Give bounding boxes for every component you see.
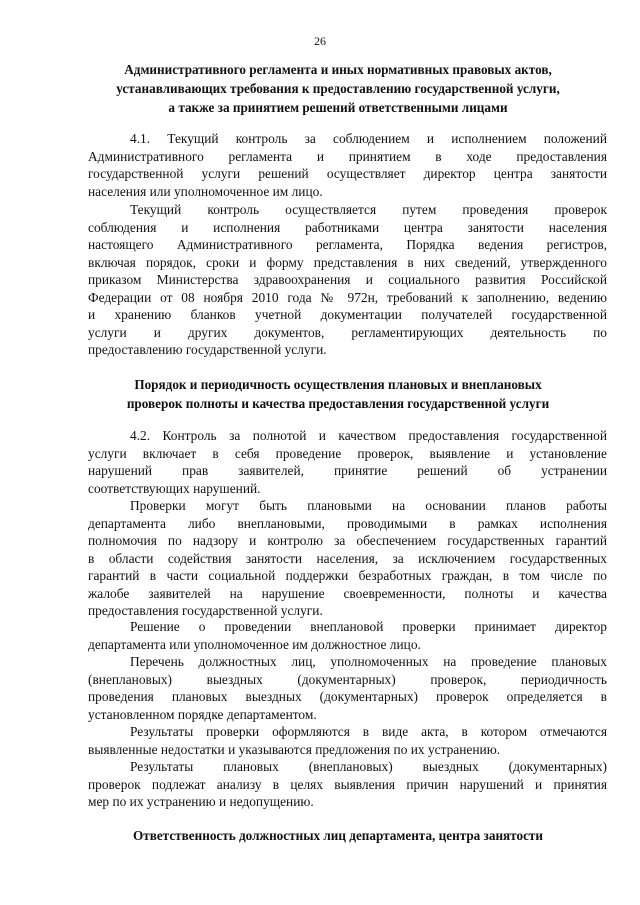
heading-line: устанавливающих требования к предоставлению государственной услуги,: [116, 81, 560, 96]
heading-line: Порядок и периодичность осуществления плановых и внеплановых: [134, 377, 542, 392]
paragraph-line: департамента либо внеплановыми, проводимыми в рамках исполнения: [88, 515, 607, 531]
paragraph-line: мер по их устранению и недопущению.: [88, 794, 314, 809]
paragraph-current-control: [88, 201, 607, 359]
paragraph-authorized-officials: [88, 653, 607, 723]
section-heading-inspections: [88, 375, 588, 413]
paragraph-line: предоставления государственной услуги.: [88, 603, 323, 618]
paragraph-line: 4.1. Текущий контроль за соблюдением и исполнением положений: [130, 131, 607, 146]
paragraph-line: 4.2. Контроль за полнотой и качеством предоставления государственной: [130, 428, 607, 443]
paragraph-line: проведения плановых выездных (документарных) проверок определяется в: [88, 689, 607, 704]
paragraph-inspection-types: [88, 497, 607, 620]
paragraph-line: и хранению бланков учетной документации получателей государственной: [88, 307, 607, 322]
paragraph-line: государственной услуги решений осуществляет директор центра занятости: [88, 166, 607, 181]
paragraph-line: предоставлению государственной услуги.: [88, 342, 327, 357]
paragraph-line: Результаты плановых (внеплановых) выездных (документарных): [130, 759, 607, 774]
paragraph-line: настоящего Административного регламента, Порядка ведения регистров,: [88, 237, 607, 252]
paragraph-results-analysis: [88, 758, 607, 811]
paragraph-line: нарушений прав заявителей, принятие решений об устранении: [88, 463, 607, 478]
paragraph-4-2: [88, 427, 607, 497]
heading-line: а также за принятием решений ответственными лицами: [168, 100, 508, 115]
paragraph-line: Федерации от 08 ноября 2010 года № 972н, требований к заполнению, ведению: [88, 289, 607, 305]
paragraph-line: соответствующих нарушений.: [88, 480, 261, 496]
paragraph-line: (внеплановых) выездных (документарных) проверок, периодичность: [88, 671, 607, 687]
paragraph-line: Результаты проверки оформляются в виде акта, в котором отмечаются: [130, 724, 607, 739]
paragraph-line: департамента или уполномоченное им должностное лицо.: [88, 636, 421, 652]
paragraph-line: Решение о проведении внеплановой проверки принимает директор: [130, 619, 607, 634]
paragraph-4-1: [88, 130, 607, 200]
heading-line: Административного регламента и иных нормативных правовых актов,: [124, 62, 552, 77]
paragraph-inspection-results: [88, 723, 607, 758]
paragraph-line: соблюдения и исполнения работниками центра занятости населения: [88, 219, 607, 235]
paragraph-line: населения или уполномоченное им лицо.: [88, 183, 323, 199]
heading-line: проверок полноты и качества предоставления государственной услуги: [126, 396, 550, 411]
paragraph-line: полномочия по надзору и контролю за обеспечением государственных гарантий: [88, 533, 607, 548]
paragraph-line: включая порядок, сроки и форму представления в них сведений, утвержденного: [88, 254, 607, 270]
paragraph-unscheduled-decision: [88, 618, 607, 653]
paragraph-line: Текущий контроль осуществляется путем проведения проверок: [130, 202, 607, 217]
paragraph-line: установленном порядке департаментом.: [88, 706, 317, 722]
paragraph-line: проверок подлежат анализу в целях выявления причин нарушений и принятия: [88, 776, 607, 792]
paragraph-line: гарантий в части социальной поддержки безработных граждан, в том числе по: [88, 568, 607, 583]
paragraph-line: жалобе заявителей на нарушение своевременности, полноты и качества: [88, 585, 607, 601]
paragraph-line: услуги включает в себя проведение проверок, выявление и установление: [88, 445, 607, 461]
paragraph-line: Административного регламента и принятием в ходе предоставления: [88, 148, 607, 164]
paragraph-line: выявленные недостатки и указываются предложения по их устранению.: [88, 741, 501, 757]
paragraph-line: Проверки могут быть плановыми на основании планов работы: [130, 498, 607, 513]
section-heading-control: [88, 60, 588, 117]
paragraph-line: приказом Министерства здравоохранения и социального развития Российской: [88, 272, 607, 287]
section-heading-responsibility: [88, 826, 588, 845]
page-number: 26: [314, 34, 326, 48]
paragraph-line: в области содействия занятости населения, за исключением государственных: [88, 550, 607, 566]
heading-line: Ответственность должностных лиц департамента, центра занятости: [132, 828, 544, 843]
paragraph-line: Перечень должностных лиц, уполномоченных на проведение плановых: [130, 654, 607, 669]
paragraph-line: услуги и других документов, регламентирующих деятельность по: [88, 324, 607, 340]
